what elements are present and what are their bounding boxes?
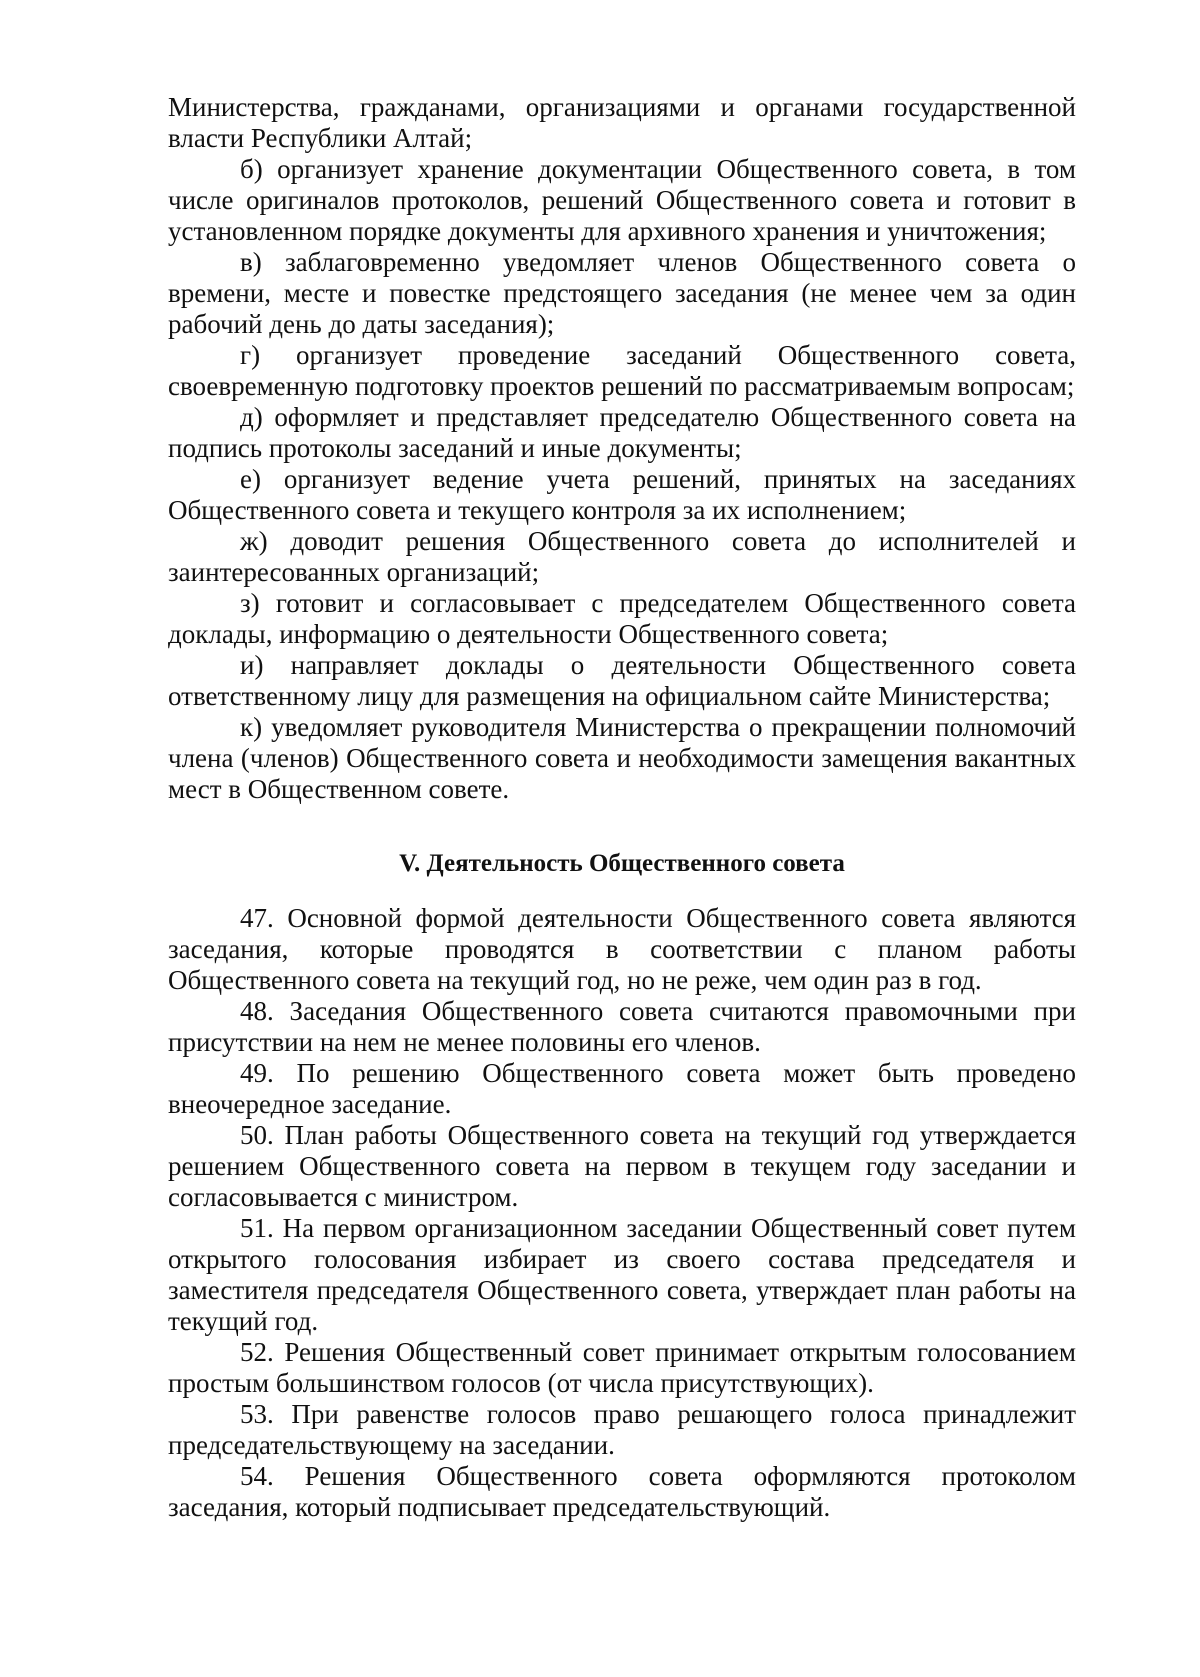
- paragraph-item-d: д) оформляет и представляет председателю Общественного совета на подпись протоколы заседаний и иные документы;: [168, 402, 1076, 463]
- paragraph-item-v: в) заблаговременно уведомляет членов Общественного совета о времени, месте и повестке предстоящего заседания (не менее чем за один рабочий день до даты заседания);: [168, 247, 1076, 339]
- paragraph-51: 51. На первом организационном заседании Общественный совет путем открытого голосования избирает из своего состава председателя и заместителя председателя Общественного совета, утверждает план работы на текущий год.: [168, 1213, 1076, 1336]
- paragraph-49: 49. По решению Общественного совета может быть проведено внеочередное заседание.: [168, 1058, 1076, 1119]
- paragraph-52: 52. Решения Общественный совет принимает открытым голосованием простым большинством голосов (от числа присутствующих).: [168, 1337, 1076, 1398]
- paragraph-item-zh: ж) доводит решения Общественного совета до исполнителей и заинтересованных организаций;: [168, 526, 1076, 587]
- paragraph-54: 54. Решения Общественного совета оформляются протоколом заседания, который подписывает председательствующий.: [168, 1461, 1076, 1522]
- paragraph-47: 47. Основной формой деятельности Общественного совета являются заседания, которые проводятся в соответствии с планом работы Общественного совета на текущий год, но не реже, чем один раз в год.: [168, 903, 1076, 995]
- section-heading: V. Деятельность Общественного совета: [399, 850, 845, 877]
- paragraph-50: 50. План работы Общественного совета на текущий год утверждается решением Общественного совета на первом в текущем году заседании и согласовывается с министром.: [168, 1120, 1076, 1212]
- paragraph-item-z: з) готовит и согласовывает с председателем Общественного совета доклады, информацию о деятельности Общественного совета;: [168, 588, 1076, 649]
- paragraph-item-b: б) организует хранение документации Общественного совета, в том числе оригиналов протоколов, решений Общественного совета и готовит в установленном порядке документы для архивного хранения и уничтожения;: [168, 154, 1076, 246]
- paragraph-item-g: г) организует проведение заседаний Общественного совета, своевременную подготовку проектов решений по рассматриваемым вопросам;: [168, 340, 1076, 401]
- paragraph-continuation: Министерства, гражданами, организациями и органами государственной власти Республики Алтай;: [168, 92, 1076, 153]
- top-text-block: [168, 92, 1076, 805]
- paragraph-item-e: е) организует ведение учета решений, принятых на заседаниях Общественного совета и текущего контроля за их исполнением;: [168, 464, 1076, 525]
- paragraph-item-i: и) направляет доклады о деятельности Общественного совета ответственному лицу для размещения на официальном сайте Министерства;: [168, 650, 1076, 711]
- bottom-text-block: [168, 903, 1076, 1523]
- paragraph-item-k: к) уведомляет руководителя Министерства о прекращении полномочий члена (членов) Общественного совета и необходимости замещения вакантных мест в Общественном совете.: [168, 712, 1076, 804]
- paragraph-48: 48. Заседания Общественного совета считаются правомочными при присутствии на нем не менее половины его членов.: [168, 996, 1076, 1057]
- paragraph-53: 53. При равенстве голосов право решающего голоса принадлежит председательствующему на заседании.: [168, 1399, 1076, 1460]
